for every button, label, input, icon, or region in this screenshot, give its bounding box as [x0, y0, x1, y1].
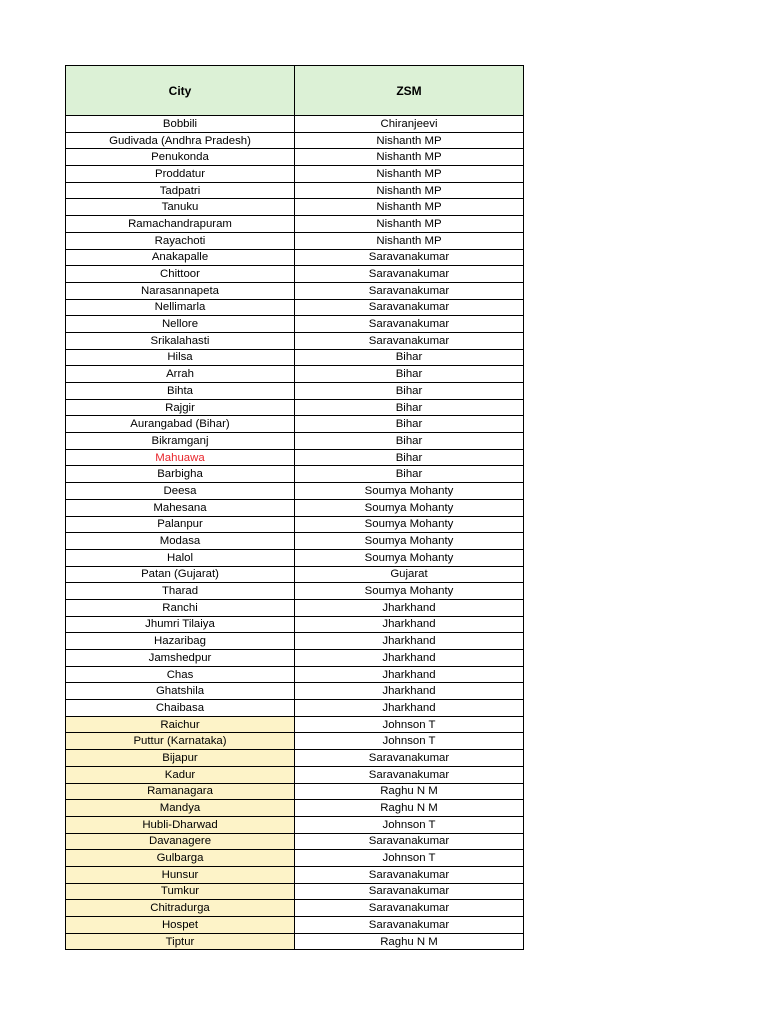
zsm-cell[interactable]: Soumya Mohanty	[295, 483, 524, 500]
city-cell[interactable]: Chas	[66, 666, 295, 683]
table-body	[66, 116, 524, 950]
city-cell[interactable]: Tadpatri	[66, 182, 295, 199]
zsm-cell[interactable]: Saravanakumar	[295, 917, 524, 934]
table-row	[66, 549, 524, 566]
table-row	[66, 316, 524, 333]
table-row	[66, 800, 524, 817]
zsm-cell[interactable]: Bihar	[295, 349, 524, 366]
zsm-cell[interactable]: Johnson T	[295, 816, 524, 833]
city-cell[interactable]: Jamshedpur	[66, 650, 295, 667]
table-row	[66, 900, 524, 917]
table-row	[66, 399, 524, 416]
zsm-cell[interactable]: Jharkhand	[295, 666, 524, 683]
zsm-cell[interactable]: Saravanakumar	[295, 299, 524, 316]
table-row	[66, 633, 524, 650]
city-cell[interactable]: Bijapur	[66, 750, 295, 767]
city-cell[interactable]: Hubli-Dharwad	[66, 816, 295, 833]
city-cell[interactable]: Arrah	[66, 366, 295, 383]
table-row	[66, 666, 524, 683]
zsm-cell[interactable]: Bihar	[295, 416, 524, 433]
city-cell[interactable]: Jhumri Tilaiya	[66, 616, 295, 633]
zsm-cell[interactable]: Johnson T	[295, 716, 524, 733]
table-row	[66, 833, 524, 850]
city-cell[interactable]: Anakapalle	[66, 249, 295, 266]
table-row	[66, 232, 524, 249]
city-cell[interactable]: Mahesana	[66, 499, 295, 516]
city-cell[interactable]: Palanpur	[66, 516, 295, 533]
zsm-cell[interactable]: Gujarat	[295, 566, 524, 583]
city-cell[interactable]: Mandya	[66, 800, 295, 817]
city-cell[interactable]: Tharad	[66, 583, 295, 600]
zsm-cell[interactable]: Saravanakumar	[295, 249, 524, 266]
table-row	[66, 149, 524, 166]
table-row	[66, 483, 524, 500]
table-row	[66, 566, 524, 583]
zsm-cell[interactable]: Raghu N M	[295, 800, 524, 817]
city-cell[interactable]: Rayachoti	[66, 232, 295, 249]
table-row	[66, 750, 524, 767]
zsm-cell[interactable]: Johnson T	[295, 850, 524, 867]
zsm-cell[interactable]: Saravanakumar	[295, 900, 524, 917]
zsm-cell[interactable]: Saravanakumar	[295, 833, 524, 850]
city-cell[interactable]: Hospet	[66, 917, 295, 934]
city-zsm-table	[65, 65, 524, 950]
table-row	[66, 516, 524, 533]
city-cell[interactable]: Chaibasa	[66, 700, 295, 717]
city-cell[interactable]: Mahuawa	[66, 449, 295, 466]
zsm-cell[interactable]: Soumya Mohanty	[295, 533, 524, 550]
city-cell[interactable]: Srikalahasti	[66, 332, 295, 349]
zsm-cell[interactable]: Chiranjeevi	[295, 116, 524, 133]
city-cell[interactable]: Aurangabad (Bihar)	[66, 416, 295, 433]
city-cell[interactable]: Bihta	[66, 383, 295, 400]
table-row	[66, 216, 524, 233]
table-row	[66, 716, 524, 733]
zsm-cell[interactable]: Raghu N M	[295, 933, 524, 950]
city-cell[interactable]: Gulbarga	[66, 850, 295, 867]
zsm-cell[interactable]: Nishanth MP	[295, 199, 524, 216]
city-cell[interactable]: Tanuku	[66, 199, 295, 216]
zsm-cell[interactable]: Soumya Mohanty	[295, 549, 524, 566]
table-row	[66, 249, 524, 266]
city-cell[interactable]: Narasannapeta	[66, 282, 295, 299]
zsm-cell[interactable]: Soumya Mohanty	[295, 583, 524, 600]
city-cell[interactable]: Gudivada (Andhra Pradesh)	[66, 132, 295, 149]
city-cell[interactable]: Davanagere	[66, 833, 295, 850]
city-cell[interactable]: Modasa	[66, 533, 295, 550]
city-cell[interactable]: Deesa	[66, 483, 295, 500]
zsm-cell[interactable]: Johnson T	[295, 733, 524, 750]
table-row	[66, 282, 524, 299]
table-row	[66, 366, 524, 383]
table-row	[66, 166, 524, 183]
city-cell[interactable]: Hunsur	[66, 866, 295, 883]
table-row	[66, 616, 524, 633]
table-row	[66, 933, 524, 950]
header-row	[66, 66, 524, 116]
table-row	[66, 383, 524, 400]
table-row	[66, 499, 524, 516]
table-row	[66, 683, 524, 700]
table-row	[66, 132, 524, 149]
city-cell[interactable]: Raichur	[66, 716, 295, 733]
zsm-cell[interactable]: Jharkhand	[295, 633, 524, 650]
city-cell[interactable]: Ghatshila	[66, 683, 295, 700]
city-cell[interactable]: Hazaribag	[66, 633, 295, 650]
zsm-cell[interactable]: Nishanth MP	[295, 216, 524, 233]
zsm-cell[interactable]: Bihar	[295, 383, 524, 400]
table-row	[66, 266, 524, 283]
zsm-cell[interactable]: Jharkhand	[295, 616, 524, 633]
zsm-cell[interactable]: Saravanakumar	[295, 316, 524, 333]
header-zsm[interactable]: ZSM	[295, 66, 524, 116]
city-cell[interactable]: Ramanagara	[66, 783, 295, 800]
zsm-cell[interactable]: Jharkhand	[295, 683, 524, 700]
table-row	[66, 116, 524, 133]
city-cell[interactable]: Ramachandrapuram	[66, 216, 295, 233]
zsm-cell[interactable]: Jharkhand	[295, 650, 524, 667]
city-cell[interactable]: Tiptur	[66, 933, 295, 950]
zsm-cell[interactable]: Saravanakumar	[295, 282, 524, 299]
city-cell[interactable]: Patan (Gujarat)	[66, 566, 295, 583]
table-row	[66, 349, 524, 366]
city-cell[interactable]: Tumkur	[66, 883, 295, 900]
city-cell[interactable]: Puttur (Karnataka)	[66, 733, 295, 750]
city-cell[interactable]: Penukonda	[66, 149, 295, 166]
table-row	[66, 466, 524, 483]
city-cell[interactable]: Halol	[66, 549, 295, 566]
zsm-cell[interactable]: Saravanakumar	[295, 866, 524, 883]
table-row	[66, 449, 524, 466]
zsm-cell[interactable]: Bihar	[295, 366, 524, 383]
table-row	[66, 816, 524, 833]
zsm-cell[interactable]: Bihar	[295, 399, 524, 416]
table-row	[66, 650, 524, 667]
table-row	[66, 199, 524, 216]
zsm-cell[interactable]: Saravanakumar	[295, 332, 524, 349]
zsm-cell[interactable]: Saravanakumar	[295, 750, 524, 767]
zsm-cell[interactable]: Raghu N M	[295, 783, 524, 800]
city-cell[interactable]: Ranchi	[66, 599, 295, 616]
table-row	[66, 866, 524, 883]
table-row	[66, 583, 524, 600]
table-row	[66, 299, 524, 316]
zsm-cell[interactable]: Bihar	[295, 433, 524, 450]
zsm-cell[interactable]: Jharkhand	[295, 599, 524, 616]
zsm-cell[interactable]: Bihar	[295, 466, 524, 483]
zsm-cell[interactable]: Nishanth MP	[295, 166, 524, 183]
city-cell[interactable]: Chitradurga	[66, 900, 295, 917]
zsm-cell[interactable]: Saravanakumar	[295, 266, 524, 283]
table-row	[66, 850, 524, 867]
table-row	[66, 883, 524, 900]
zsm-cell[interactable]: Soumya Mohanty	[295, 499, 524, 516]
table-row	[66, 700, 524, 717]
city-cell[interactable]: Rajgir	[66, 399, 295, 416]
city-cell[interactable]: Nellore	[66, 316, 295, 333]
zsm-cell[interactable]: Nishanth MP	[295, 182, 524, 199]
table-row	[66, 766, 524, 783]
zsm-cell[interactable]: Nishanth MP	[295, 132, 524, 149]
table-row	[66, 182, 524, 199]
zsm-cell[interactable]: Jharkhand	[295, 700, 524, 717]
city-cell[interactable]: Bobbili	[66, 116, 295, 133]
city-cell[interactable]: Proddatur	[66, 166, 295, 183]
table-row	[66, 416, 524, 433]
zsm-cell[interactable]: Soumya Mohanty	[295, 516, 524, 533]
zsm-cell[interactable]: Nishanth MP	[295, 232, 524, 249]
city-cell[interactable]: Hilsa	[66, 349, 295, 366]
city-cell[interactable]: Bikramganj	[66, 433, 295, 450]
city-cell[interactable]: Barbigha	[66, 466, 295, 483]
table-row	[66, 733, 524, 750]
city-cell[interactable]: Nellimarla	[66, 299, 295, 316]
table-row	[66, 917, 524, 934]
table-row	[66, 332, 524, 349]
table-row	[66, 783, 524, 800]
table-row	[66, 599, 524, 616]
table-row	[66, 533, 524, 550]
city-cell[interactable]: Kadur	[66, 766, 295, 783]
header-city[interactable]: City	[66, 66, 295, 116]
table-row	[66, 433, 524, 450]
zsm-cell[interactable]: Saravanakumar	[295, 883, 524, 900]
zsm-cell[interactable]: Saravanakumar	[295, 766, 524, 783]
zsm-cell[interactable]: Nishanth MP	[295, 149, 524, 166]
city-cell[interactable]: Chittoor	[66, 266, 295, 283]
zsm-cell[interactable]: Bihar	[295, 449, 524, 466]
